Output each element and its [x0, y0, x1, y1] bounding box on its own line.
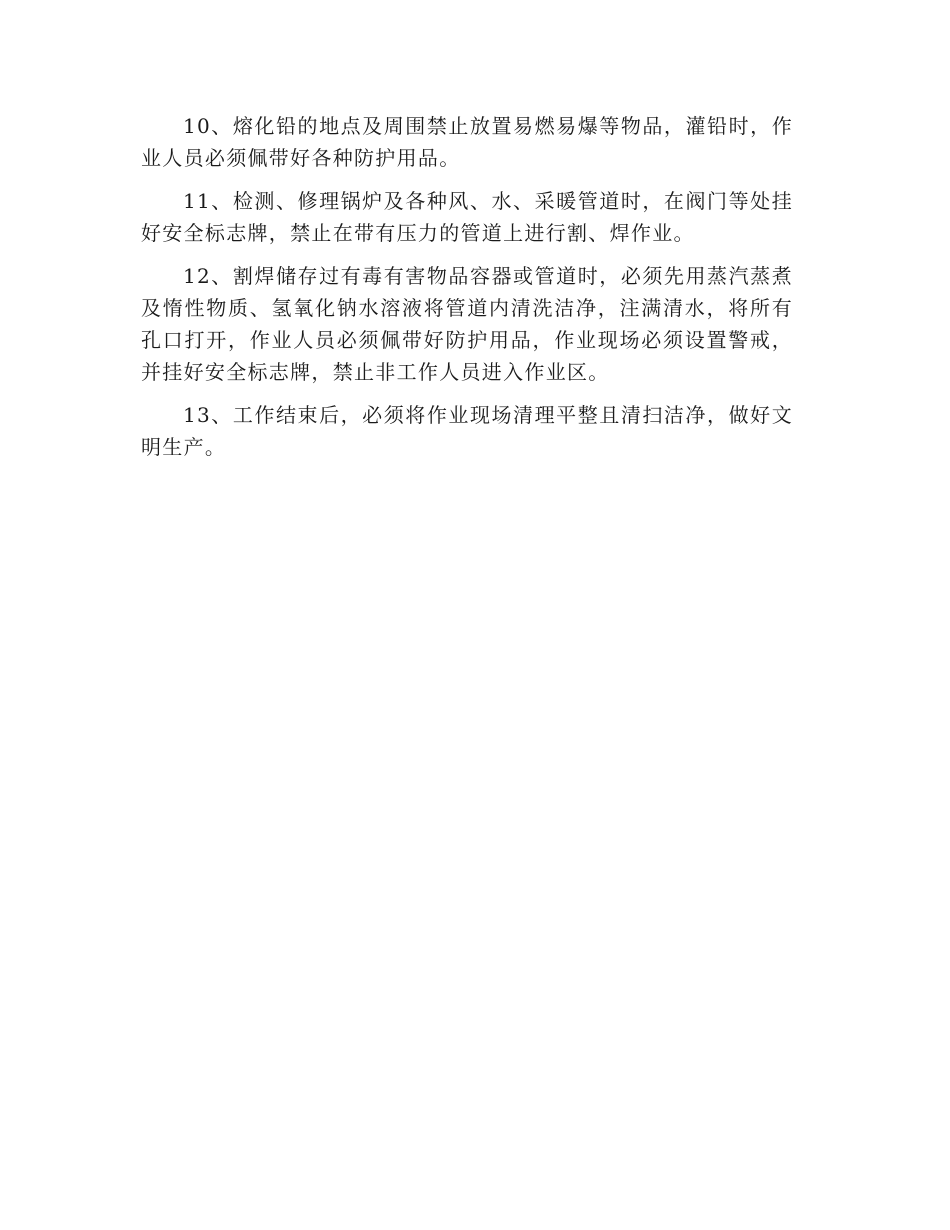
- paragraph-item-11: 11、检测、修理锅炉及各种风、水、采暖管道时，在阀门等处挂好安全标志牌，禁止在带有压力的管道上进行割、焊作业。: [141, 189, 793, 245]
- paragraph-item-10: 10、熔化铅的地点及周围禁止放置易燃易爆等物品，灌铅时，作业人员必须佩带好各种防护用品。: [141, 114, 793, 170]
- paragraph-item-13: 13、工作结束后，必须将作业现场清理平整且清扫洁净，做好文明生产。: [141, 403, 793, 459]
- paragraph-item-12: 12、割焊储存过有毒有害物品容器或管道时，必须先用蒸汽蒸煮及惰性物质、氢氧化钠水溶液将管道内清洗洁净，注满清水，将所有孔口打开，作业人员必须佩带好防护用品，作业现场必须设置警戒，并挂好安全标志牌，禁止非工作人员进入作业区。: [141, 264, 793, 384]
- document-body: [141, 110, 793, 474]
